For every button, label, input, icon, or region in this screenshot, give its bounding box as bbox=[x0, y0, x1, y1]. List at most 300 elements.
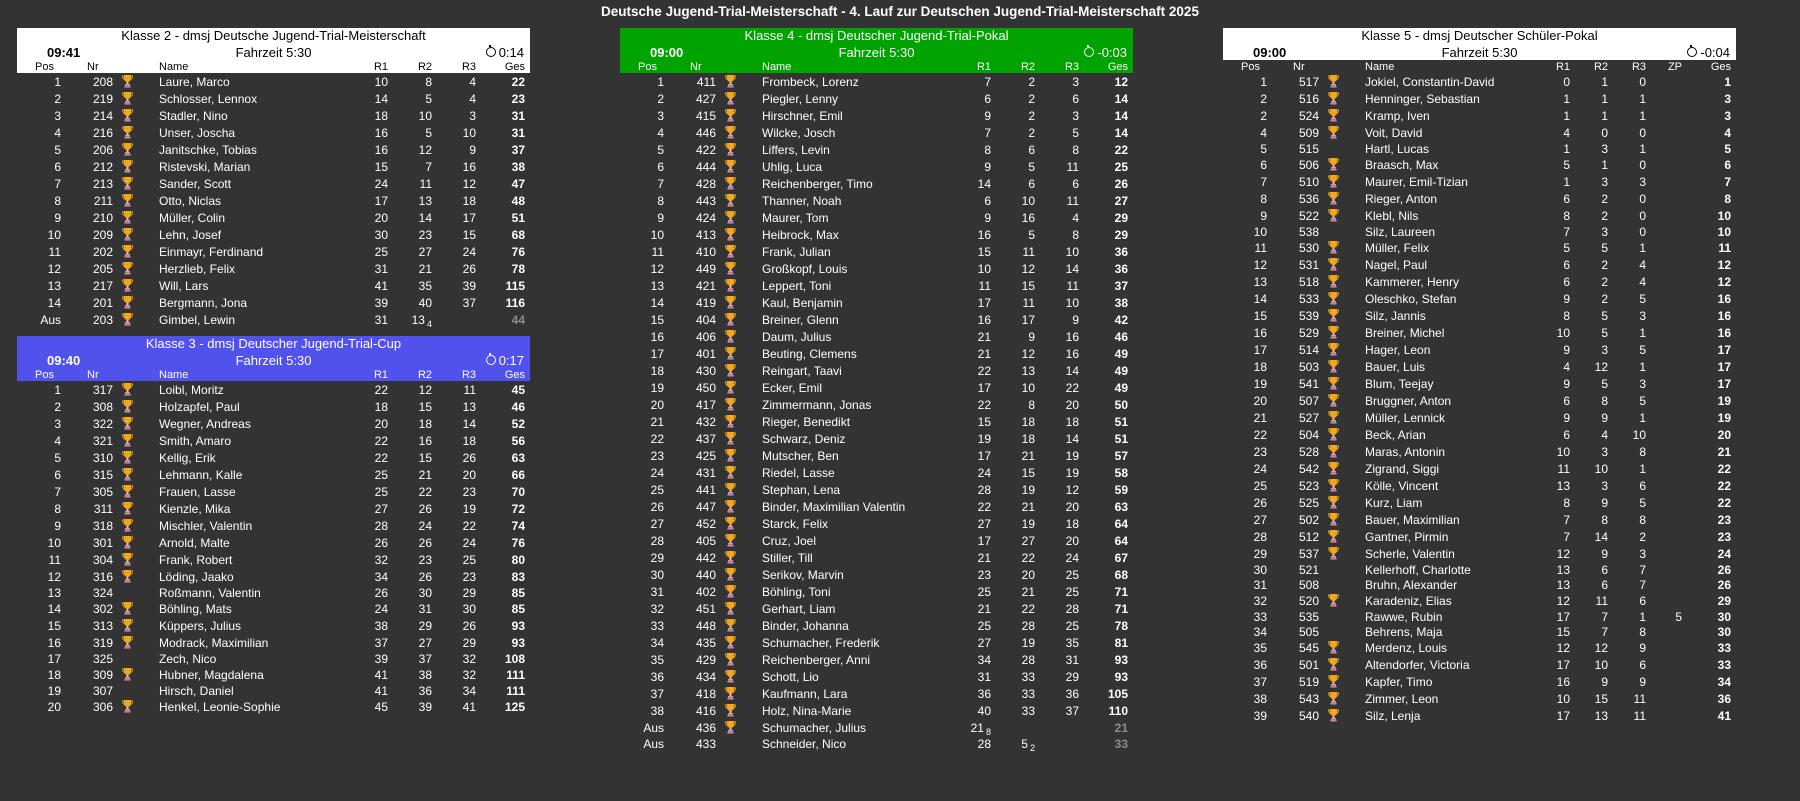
nr-cell: 509 bbox=[1298, 125, 1319, 140]
r3-cell: 18 bbox=[1065, 516, 1079, 531]
r1-cell: 17 bbox=[977, 533, 991, 548]
trophy-icon bbox=[122, 92, 133, 105]
pos-cell: 5 bbox=[1260, 141, 1267, 156]
r2-cell: 2 bbox=[1601, 291, 1608, 306]
pos-cell: 2 bbox=[1260, 91, 1267, 106]
pos-cell: 9 bbox=[54, 210, 61, 225]
ges-cell: 29 bbox=[1114, 210, 1128, 225]
r3-cell: 19 bbox=[462, 501, 476, 516]
result-row bbox=[1223, 190, 1736, 207]
trophy-icon bbox=[122, 262, 133, 275]
trophy-cell bbox=[716, 75, 744, 88]
r2-cell: 8 bbox=[1028, 397, 1035, 412]
name-cell: Wilcke, Josch bbox=[762, 125, 836, 140]
nr-cell: 410 bbox=[695, 244, 716, 259]
trophy-icon bbox=[725, 551, 736, 564]
r3-cell: 5 bbox=[1639, 495, 1646, 510]
pos-cell: 7 bbox=[54, 176, 61, 191]
col-header-name: Name bbox=[159, 60, 189, 73]
name-cell: Hartl, Lucas bbox=[1365, 141, 1430, 156]
pos-cell: 27 bbox=[650, 516, 664, 531]
result-row bbox=[17, 192, 530, 209]
col-header-r3: R3 bbox=[461, 60, 476, 73]
r3-cell: 11 bbox=[1066, 193, 1079, 208]
r1-cell: 7 bbox=[1563, 224, 1570, 239]
r3-cell: 0 bbox=[1639, 191, 1646, 206]
trophy-cell bbox=[716, 92, 744, 105]
trophy-icon bbox=[725, 432, 736, 445]
trophy-cell bbox=[1319, 158, 1347, 171]
trophy-icon bbox=[725, 364, 736, 377]
r2-cell: 37 bbox=[418, 651, 432, 666]
pos-cell: 11 bbox=[48, 244, 61, 259]
r1-cell: 10 bbox=[1556, 325, 1570, 340]
r1-cell: 34 bbox=[374, 569, 388, 584]
name-cell: Böhling, Toni bbox=[762, 584, 831, 599]
nr-cell: 401 bbox=[695, 346, 716, 361]
r2-cell: 12 bbox=[1594, 359, 1608, 374]
r2-cell: 36 bbox=[418, 683, 432, 698]
r1-cell: 9 bbox=[1563, 291, 1570, 306]
ges-cell: 3 bbox=[1724, 91, 1731, 106]
r3-cell: 1 bbox=[1639, 108, 1646, 123]
pos-cell: 20 bbox=[1253, 393, 1267, 408]
col-header-r3: R3 bbox=[1064, 60, 1079, 73]
ges-cell: 29 bbox=[1717, 593, 1731, 608]
trophy-icon bbox=[725, 313, 736, 326]
ges-cell: 31 bbox=[511, 108, 525, 123]
name-cell: Bergmann, Jona bbox=[159, 295, 248, 310]
result-row bbox=[1223, 656, 1736, 673]
trophy-icon bbox=[122, 602, 133, 615]
nr-cell: 211 bbox=[93, 193, 113, 208]
r2-cell: 23 bbox=[418, 227, 432, 242]
r3-cell: 24 bbox=[1065, 550, 1079, 565]
countdown-timer: -0:03 bbox=[1003, 45, 1133, 60]
pos-cell: 38 bbox=[650, 703, 664, 718]
r2-cell: 15 bbox=[418, 450, 432, 465]
trophy-icon bbox=[122, 228, 133, 241]
r3-cell: 25 bbox=[462, 552, 476, 567]
col-header-name: Name bbox=[762, 60, 792, 73]
r1-cell: 9 bbox=[1563, 342, 1570, 357]
nr-cell: 540 bbox=[1298, 708, 1319, 723]
nr-cell: 203 bbox=[92, 312, 113, 327]
ges-cell: 16 bbox=[1717, 308, 1731, 323]
r2-cell: 28 bbox=[1021, 618, 1035, 633]
trophy-cell bbox=[113, 502, 141, 515]
r1-cell: 13 bbox=[1556, 577, 1570, 592]
name-cell: Schumacher, Julius bbox=[762, 720, 867, 735]
r2-cell: 10 bbox=[1594, 657, 1608, 672]
r2-cell: 13 bbox=[418, 193, 432, 208]
trophy-cell bbox=[1319, 479, 1347, 492]
nr-cell: 210 bbox=[92, 210, 113, 225]
name-cell: Will, Lars bbox=[159, 278, 209, 293]
r3-cell: 22 bbox=[1065, 380, 1079, 395]
name-cell: Thanner, Noah bbox=[762, 193, 842, 208]
trophy-cell bbox=[716, 483, 744, 496]
r2-cell: 9 bbox=[1601, 546, 1608, 561]
result-row bbox=[620, 617, 1133, 634]
r1-cell: 45 bbox=[374, 699, 388, 714]
trophy-icon bbox=[122, 468, 133, 481]
ges-cell: 56 bbox=[511, 433, 525, 448]
nr-cell: 521 bbox=[1298, 562, 1319, 577]
nr-cell: 504 bbox=[1298, 427, 1319, 442]
result-row bbox=[17, 175, 530, 192]
trophy-cell bbox=[113, 126, 141, 139]
ges-cell: 38 bbox=[1114, 295, 1128, 310]
col-header-name: Name bbox=[1365, 60, 1395, 73]
pos-cell: 8 bbox=[54, 501, 61, 516]
trophy-cell bbox=[716, 364, 744, 377]
trophy-cell bbox=[716, 568, 744, 581]
ges-cell: 85 bbox=[511, 585, 525, 600]
trophy-cell bbox=[1319, 343, 1347, 356]
pos-cell: 28 bbox=[1253, 529, 1267, 544]
r1-cell: 26 bbox=[374, 535, 388, 550]
nr-cell: 302 bbox=[92, 601, 113, 616]
trophy-cell bbox=[716, 602, 744, 615]
r2-cell: 27 bbox=[418, 244, 432, 259]
nr-cell: 502 bbox=[1298, 512, 1319, 527]
r3-cell: 5 bbox=[1639, 342, 1646, 357]
r3-cell: 6 bbox=[1639, 657, 1646, 672]
nr-cell: 415 bbox=[695, 108, 716, 123]
name-cell: Hager, Leon bbox=[1365, 342, 1431, 357]
r2-cell: 12 bbox=[418, 142, 432, 157]
name-cell: Kramp, Iven bbox=[1365, 108, 1430, 123]
ges-cell: 22 bbox=[1717, 495, 1731, 510]
nr-cell: 406 bbox=[695, 329, 716, 344]
nr-cell: 441 bbox=[695, 482, 716, 497]
nr-cell: 444 bbox=[695, 159, 716, 174]
column-headers bbox=[620, 60, 1133, 73]
result-row bbox=[1223, 592, 1736, 609]
nr-cell: 324 bbox=[92, 585, 113, 600]
pos-cell: 18 bbox=[650, 363, 664, 378]
r2-cell: 21 bbox=[1021, 584, 1035, 599]
result-row bbox=[620, 192, 1133, 209]
r1-cell: 16 bbox=[977, 227, 991, 242]
trophy-cell bbox=[716, 704, 744, 717]
nr-cell: 505 bbox=[1298, 624, 1319, 639]
col-header-r1: R1 bbox=[373, 60, 388, 73]
trophy-cell bbox=[113, 383, 141, 396]
ges-cell: 58 bbox=[1114, 465, 1128, 480]
ges-cell: 49 bbox=[1114, 346, 1128, 361]
ges-cell: 76 bbox=[511, 244, 525, 259]
trophy-icon bbox=[1328, 709, 1339, 722]
r3-cell: 5 bbox=[1639, 393, 1646, 408]
name-cell: Cruz, Joel bbox=[762, 533, 817, 548]
result-row bbox=[620, 226, 1133, 243]
name-cell: Gerhart, Liam bbox=[762, 601, 836, 616]
trophy-icon bbox=[1328, 75, 1339, 88]
pos-cell: 2 bbox=[657, 91, 664, 106]
ges-cell: 5 bbox=[1724, 141, 1731, 156]
trophy-icon bbox=[1328, 641, 1339, 654]
trophy-cell bbox=[113, 668, 141, 681]
r1-cell: 41 bbox=[374, 667, 388, 682]
ges-cell: 1 bbox=[1724, 74, 1731, 89]
ges-cell: 19 bbox=[1717, 410, 1731, 425]
nr-cell: 539 bbox=[1298, 308, 1319, 323]
name-cell: Unser, Joscha bbox=[159, 125, 236, 140]
name-cell: Daum, Julius bbox=[762, 329, 832, 344]
trophy-icon bbox=[1328, 92, 1339, 105]
ges-cell: 10 bbox=[1717, 224, 1731, 239]
r3-cell: 3 bbox=[1072, 108, 1079, 123]
r2-cell: 8 bbox=[425, 74, 432, 89]
result-row bbox=[17, 124, 530, 141]
name-cell: Stadler, Nino bbox=[159, 108, 228, 123]
name-cell: Ecker, Emil bbox=[762, 380, 823, 395]
trophy-icon bbox=[1328, 411, 1339, 424]
ges-cell: 50 bbox=[1114, 397, 1128, 412]
countdown-timer: 0:14 bbox=[400, 45, 530, 60]
r2-cell: 7 bbox=[425, 159, 432, 174]
result-row bbox=[620, 158, 1133, 175]
name-cell: Zech, Nico bbox=[159, 651, 217, 666]
result-row bbox=[17, 398, 530, 415]
trophy-cell bbox=[716, 296, 744, 309]
r3-cell: 8 bbox=[1072, 142, 1079, 157]
name-cell: Reingart, Taavi bbox=[762, 363, 842, 378]
pos-cell: 15 bbox=[650, 312, 664, 327]
col-header-ges: Ges bbox=[504, 60, 525, 73]
ges-cell: 49 bbox=[1114, 363, 1128, 378]
r1-cell: 8 bbox=[1563, 495, 1570, 510]
pos-cell: 7 bbox=[657, 176, 664, 191]
r1-cell: 26 bbox=[374, 585, 388, 600]
klasse3-header bbox=[17, 336, 530, 368]
r1-cell: 27 bbox=[977, 516, 991, 531]
nr-cell: 308 bbox=[92, 399, 113, 414]
pos-cell: 10 bbox=[650, 227, 664, 242]
r1-cell: 6 bbox=[1563, 274, 1570, 289]
pos-cell: Aus bbox=[40, 312, 61, 327]
r3-cell: 18 bbox=[462, 193, 476, 208]
r3-cell: 26 bbox=[462, 450, 476, 465]
nr-cell: 307 bbox=[92, 683, 113, 698]
result-row bbox=[1223, 156, 1736, 173]
nr-cell: 321 bbox=[92, 433, 113, 448]
trophy-cell bbox=[113, 194, 141, 207]
result-row bbox=[1223, 324, 1736, 341]
name-cell: Smith, Amaro bbox=[159, 433, 232, 448]
nr-cell: 317 bbox=[92, 382, 113, 397]
trophy-icon bbox=[1328, 547, 1339, 560]
trophy-icon bbox=[725, 347, 736, 360]
col-header-pos: Pos bbox=[35, 368, 54, 381]
ges-cell: 71 bbox=[1114, 584, 1128, 599]
nr-cell: 507 bbox=[1298, 393, 1319, 408]
r1-cell: 11 bbox=[1557, 461, 1570, 476]
trophy-icon bbox=[1328, 594, 1339, 607]
r1-cell: 22 bbox=[374, 382, 388, 397]
result-row bbox=[1223, 141, 1736, 156]
r1-cell: 27 bbox=[977, 635, 991, 650]
pos-cell: 33 bbox=[650, 618, 664, 633]
ges-cell: 14 bbox=[1114, 125, 1128, 140]
ges-cell: 12 bbox=[1114, 74, 1128, 89]
nr-cell: 216 bbox=[92, 125, 113, 140]
pos-cell: 14 bbox=[1253, 291, 1267, 306]
r2-cell: 11 bbox=[1022, 244, 1035, 259]
r1-cell: 39 bbox=[374, 295, 388, 310]
ges-cell: 93 bbox=[511, 635, 525, 650]
trophy-cell bbox=[1319, 377, 1347, 390]
nr-cell: 543 bbox=[1298, 691, 1319, 706]
time-row bbox=[1223, 44, 1736, 60]
r1-cell: 17 bbox=[1556, 609, 1570, 624]
r3-cell: 19 bbox=[1065, 448, 1079, 463]
pos-cell: 25 bbox=[1253, 478, 1267, 493]
result-row bbox=[17, 551, 530, 568]
r1-cell: 9 bbox=[984, 108, 991, 123]
pos-cell: 13 bbox=[47, 585, 61, 600]
name-cell: Leppert, Toni bbox=[762, 278, 832, 293]
result-row bbox=[620, 481, 1133, 498]
r2-cell: 33 bbox=[1021, 703, 1035, 718]
result-row bbox=[1223, 239, 1736, 256]
trophy-cell bbox=[113, 143, 141, 156]
trophy-cell bbox=[716, 449, 744, 462]
pos-cell: 10 bbox=[47, 227, 61, 242]
name-cell: Laure, Marco bbox=[159, 74, 230, 89]
r2-cell: 0 bbox=[1601, 125, 1608, 140]
nr-cell: 411 bbox=[696, 74, 716, 89]
trophy-cell bbox=[716, 313, 744, 326]
r1-cell: 12 bbox=[1556, 640, 1570, 655]
result-row bbox=[620, 515, 1133, 532]
ges-cell: 37 bbox=[511, 142, 525, 157]
result-row bbox=[1223, 107, 1736, 124]
r3-cell: 37 bbox=[462, 295, 476, 310]
r3-cell: 18 bbox=[462, 433, 476, 448]
r1-cell: 13 bbox=[1556, 478, 1570, 493]
trophy-cell bbox=[1319, 513, 1347, 526]
nr-cell: 530 bbox=[1298, 240, 1319, 255]
ges-cell: 23 bbox=[1717, 512, 1731, 527]
pos-cell: 16 bbox=[650, 329, 664, 344]
pos-cell: 6 bbox=[1260, 157, 1267, 172]
r3-cell: 12 bbox=[1065, 482, 1079, 497]
nr-cell: 301 bbox=[92, 535, 113, 550]
pos-cell: 13 bbox=[1253, 274, 1267, 289]
trophy-cell bbox=[716, 279, 744, 292]
r3-cell: 25 bbox=[1065, 567, 1079, 582]
trophy-icon bbox=[1328, 377, 1339, 390]
pos-cell: 4 bbox=[54, 125, 61, 140]
trophy-cell bbox=[113, 75, 141, 88]
col-header-r2: R2 bbox=[417, 60, 432, 73]
result-row bbox=[17, 432, 530, 449]
trophy-cell bbox=[716, 500, 744, 513]
name-cell: Müller, Colin bbox=[159, 210, 226, 225]
trophy-cell bbox=[716, 721, 744, 734]
result-row bbox=[1223, 90, 1736, 107]
trophy-icon bbox=[122, 177, 133, 190]
r3-cell: 0 bbox=[1639, 224, 1646, 239]
trophy-icon bbox=[1328, 158, 1339, 171]
r3-cell: 10 bbox=[1065, 295, 1079, 310]
pos-cell: 17 bbox=[650, 346, 664, 361]
trophy-icon bbox=[122, 636, 133, 649]
ges-cell: 45 bbox=[511, 382, 525, 397]
r1-cell: 17 bbox=[977, 380, 991, 395]
ges-cell: 46 bbox=[511, 399, 525, 414]
result-row bbox=[17, 483, 530, 500]
r3-cell: 4 bbox=[1639, 274, 1646, 289]
pos-cell: 11 bbox=[651, 244, 664, 259]
trophy-icon bbox=[1328, 258, 1339, 271]
trophy-cell bbox=[716, 160, 744, 173]
ges-cell: 80 bbox=[511, 552, 525, 567]
trophy-icon bbox=[122, 700, 133, 713]
ges-cell: 115 bbox=[505, 278, 525, 293]
r3-cell: 6 bbox=[1072, 176, 1079, 191]
r2-cell: 26 bbox=[418, 569, 432, 584]
trophy-icon bbox=[725, 194, 736, 207]
result-row bbox=[1223, 511, 1736, 528]
trophy-cell bbox=[1319, 292, 1347, 305]
ges-cell: 22 bbox=[1717, 461, 1731, 476]
result-row bbox=[1223, 290, 1736, 307]
r2-cell: 29 bbox=[418, 618, 432, 633]
pos-cell: 23 bbox=[650, 448, 664, 463]
name-cell: Nagel, Paul bbox=[1365, 257, 1428, 272]
r2-cell: 40 bbox=[418, 295, 432, 310]
result-row bbox=[17, 90, 530, 107]
result-row bbox=[17, 634, 530, 651]
nr-cell: 205 bbox=[92, 261, 113, 276]
name-cell: Gantner, Pirmin bbox=[1365, 529, 1449, 544]
r2-cell: 9 bbox=[1601, 495, 1608, 510]
pos-cell: 9 bbox=[54, 518, 61, 533]
ges-cell: 72 bbox=[511, 501, 525, 516]
nr-cell: 419 bbox=[695, 295, 716, 310]
r2-cell: 28 bbox=[1021, 652, 1035, 667]
result-row bbox=[620, 583, 1133, 600]
trophy-icon bbox=[1328, 692, 1339, 705]
r3-cell: 28 bbox=[1065, 601, 1079, 616]
result-row bbox=[1223, 460, 1736, 477]
result-row bbox=[1223, 639, 1736, 656]
nr-cell: 437 bbox=[695, 431, 716, 446]
r3-cell: 3 bbox=[1639, 174, 1646, 189]
r3-cell: 9 bbox=[1072, 312, 1079, 327]
ges-cell: 17 bbox=[1717, 359, 1731, 374]
r1-cell: 17 bbox=[1556, 657, 1570, 672]
name-cell: Stephan, Lena bbox=[762, 482, 841, 497]
ges-cell: 41 bbox=[1717, 708, 1731, 723]
r3-cell: 31 bbox=[1065, 652, 1079, 667]
r3-cell: 9 bbox=[469, 142, 476, 157]
r2-cell: 1 bbox=[1601, 74, 1608, 89]
pos-cell: 13 bbox=[650, 278, 664, 293]
col-header-ges: Ges bbox=[504, 368, 525, 381]
name-cell: Sander, Scott bbox=[159, 176, 232, 191]
r1-cell: 9 bbox=[1563, 410, 1570, 425]
nr-cell: 537 bbox=[1298, 546, 1319, 561]
nr-cell: 512 bbox=[1298, 529, 1319, 544]
pos-cell: 27 bbox=[1253, 512, 1267, 527]
col-header-nr: Nr bbox=[87, 368, 99, 381]
trophy-cell bbox=[113, 228, 141, 241]
